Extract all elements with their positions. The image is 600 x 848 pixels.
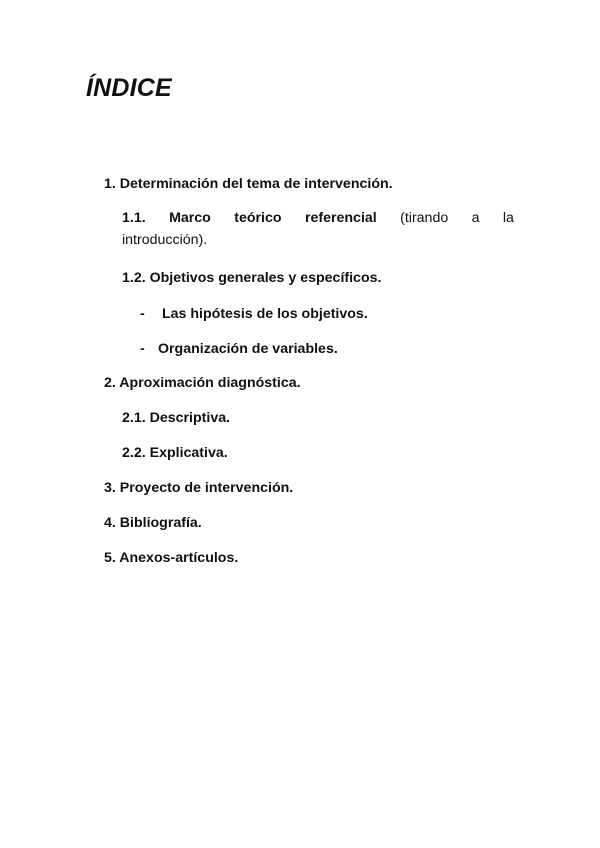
toc-entry-number: 1. <box>104 176 116 192</box>
toc-entry-2: 2. Aproximación diagnóstica. <box>104 375 301 391</box>
toc-entry-number: 1.1. <box>122 210 146 226</box>
toc-word: (tirando <box>400 210 449 226</box>
dash-bullet: - <box>140 341 145 357</box>
page-title: ÍNDICE <box>86 74 172 102</box>
toc-entry-2-1: 2.1. Descriptiva. <box>122 410 231 426</box>
toc-entry-text: Determinación del tema de intervención. <box>119 176 393 192</box>
dash-bullet: - <box>140 306 145 322</box>
toc-entry-1-1-line-2: introducción). <box>122 232 208 248</box>
toc-entry-1-1-line-1 <box>122 207 514 229</box>
toc-entry-1 <box>104 175 393 193</box>
toc-word: teórico <box>234 210 282 226</box>
toc-subitem-hipotesis: Las hipótesis de los objetivos. <box>162 306 368 322</box>
toc-entry-3: 3. Proyecto de intervención. <box>104 480 294 496</box>
toc-word: referencial <box>304 210 377 226</box>
toc-entry-1-2: 1.2. Objetivos generales y específicos. <box>122 270 382 286</box>
toc-word: a <box>471 210 480 226</box>
toc-subitem-variables: Organización de variables. <box>158 341 338 357</box>
toc-entry-4: 4. Bibliografía. <box>104 515 202 531</box>
toc-word: la <box>502 210 514 226</box>
toc-entry-5: 5. Anexos-artículos. <box>104 550 239 566</box>
toc-entry-1-1 <box>122 207 514 251</box>
toc-word: Marco <box>169 210 211 226</box>
toc-entry-2-2: 2.2. Explicativa. <box>122 445 228 461</box>
